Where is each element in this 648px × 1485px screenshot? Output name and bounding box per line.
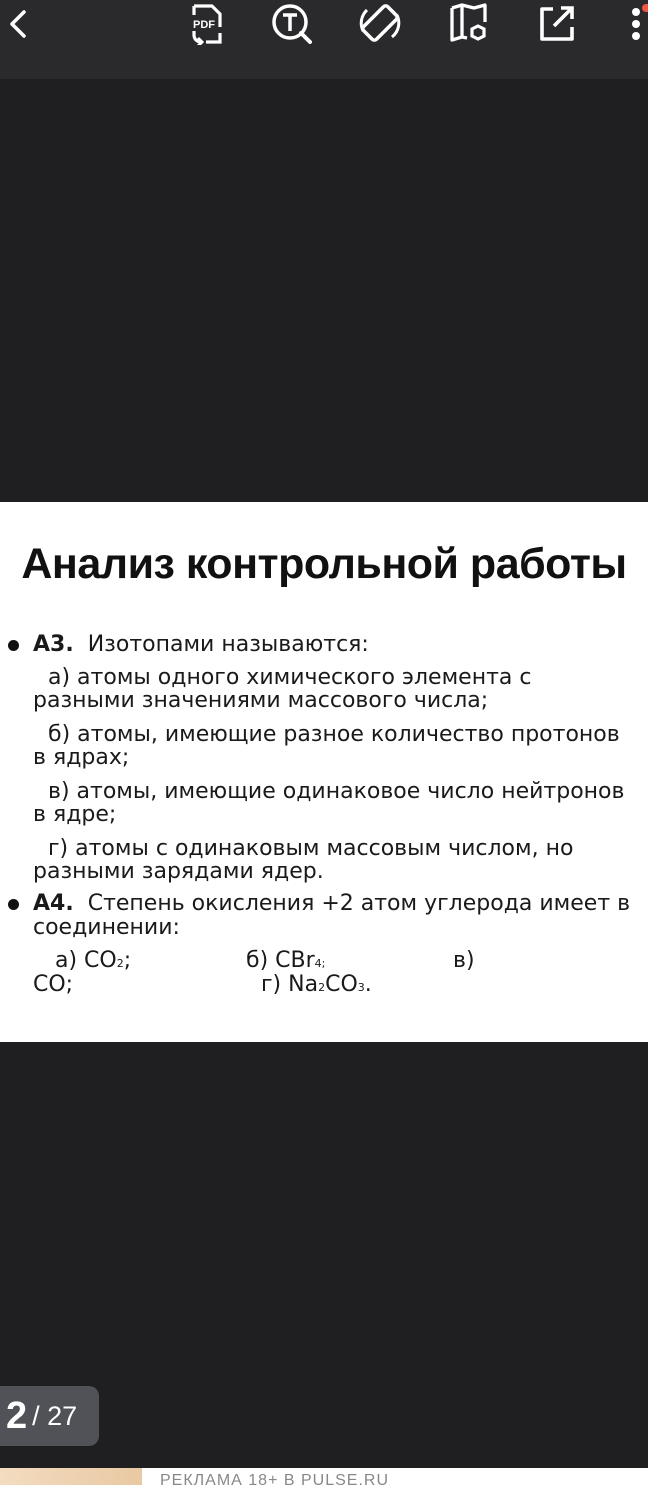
top-toolbar xyxy=(0,0,648,79)
open-external-button[interactable] xyxy=(530,0,582,48)
ad-banner[interactable] xyxy=(0,1468,648,1485)
text-tool-button[interactable] xyxy=(266,0,318,48)
answer-a-line2: разными значениями массового числа; xyxy=(33,688,489,713)
shapes-icon xyxy=(447,2,491,46)
answer-b-line2: в ядрах; xyxy=(33,745,130,770)
bullet-icon xyxy=(8,899,19,910)
more-icon xyxy=(630,4,642,44)
subscript: 3 xyxy=(357,981,365,994)
ad-label: РЕКЛАМА 18+ В PULSE.RU xyxy=(160,1472,390,1485)
option-d-formula: г) Na xyxy=(261,972,319,997)
text-tool-icon xyxy=(270,2,314,46)
answer-b-line1: б) атомы, имеющие разное количество протонов xyxy=(48,722,620,747)
subscript: 2 xyxy=(116,957,124,970)
question-number: А3. xyxy=(33,632,74,657)
answer-a-line1: а) атомы одного химического элемента с xyxy=(48,665,532,690)
open-external-icon xyxy=(535,3,577,45)
notification-dot xyxy=(642,4,648,12)
current-page: 2 xyxy=(6,1394,28,1437)
page-indicator[interactable] xyxy=(0,1386,99,1446)
rotate-button[interactable] xyxy=(354,0,406,48)
page-title: Анализ контрольной работы xyxy=(21,540,627,588)
total-pages: / 27 xyxy=(32,1400,78,1431)
option-a-formula: а) CO xyxy=(55,948,117,973)
answer-d-line1: г) атомы с одинаковым массовым числом, но xyxy=(48,836,574,861)
question-a3-header xyxy=(33,633,369,657)
shapes-button[interactable] xyxy=(443,0,495,48)
pdf-button[interactable] xyxy=(178,0,230,48)
question-number: А4. xyxy=(33,891,74,916)
bullet-icon xyxy=(8,640,19,651)
back-icon xyxy=(7,8,29,40)
ad-image xyxy=(0,1468,142,1485)
pdf-icon xyxy=(184,3,224,45)
back-button[interactable] xyxy=(0,0,44,48)
question-text: Изотопами называются: xyxy=(87,632,369,657)
option-c: в) xyxy=(453,948,475,973)
subscript: 2 xyxy=(318,981,326,994)
answer-c-line2: в ядре; xyxy=(33,802,117,827)
question-text: Степень окисления +2 атом углерода имеет в xyxy=(87,891,631,916)
document-page xyxy=(0,502,648,1042)
option-c-formula: CO; xyxy=(33,972,74,997)
question-a4-line2: соединении: xyxy=(33,915,180,940)
svg-text:PDF: PDF xyxy=(193,19,215,31)
question-a4-header xyxy=(33,892,630,916)
option-d-formula-mid: CO xyxy=(325,972,358,997)
answer-c-line1: в) атомы, имеющие одинаковое число нейтронов xyxy=(48,779,625,804)
option-a-suffix: ; xyxy=(123,948,132,973)
rotate-icon xyxy=(357,1,403,47)
option-d xyxy=(261,973,372,1000)
subscript: 4; xyxy=(314,957,326,970)
answer-d-line2: разными зарядами ядер. xyxy=(33,859,324,884)
option-b-formula: б) CBr xyxy=(246,948,315,973)
option-d-suffix: . xyxy=(364,972,372,997)
